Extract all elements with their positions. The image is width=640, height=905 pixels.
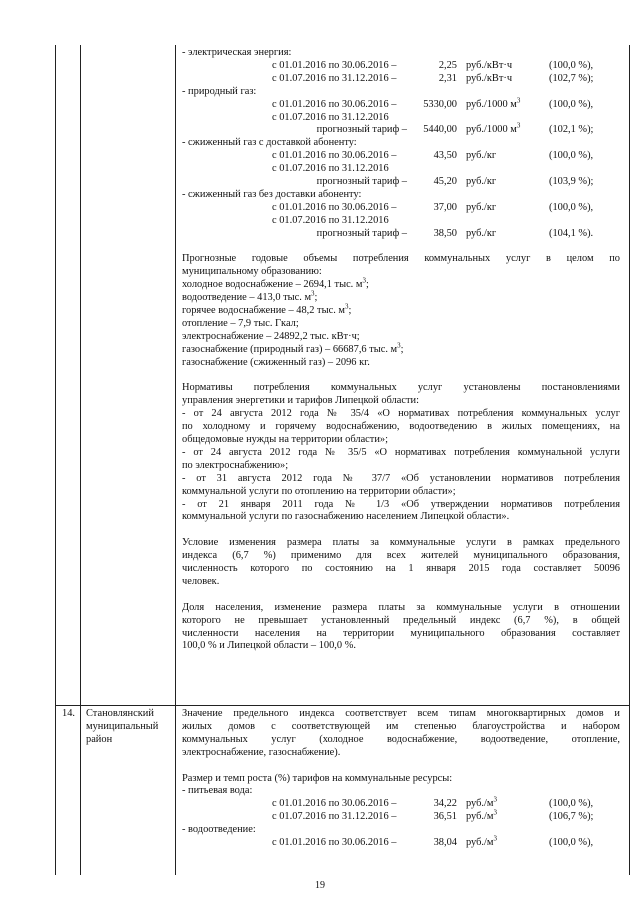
share-line — [182, 615, 620, 627]
tariff-period: с 01.01.2016 по 30.06.2016 – — [272, 837, 397, 848]
condition-line — [182, 550, 620, 562]
share-line — [182, 628, 620, 640]
norms-line — [182, 499, 620, 511]
tariff-size-heading: Размер и темп роста (%) тарифов на коммунальные ресурсы: — [182, 772, 453, 784]
share-line — [182, 602, 620, 614]
norms-line — [182, 486, 456, 498]
tariff-heading: - питьевая вода: — [182, 785, 253, 797]
tariff-percent: (103,9 %); — [549, 176, 594, 187]
tariff-row — [182, 795, 620, 810]
tariff-percent: (100,0 %), — [549, 201, 594, 213]
norms-line-text: - от 24 августа 2012 года № 35/5 «О нормативах потребления коммунальной услуги — [182, 446, 620, 458]
intro-line — [182, 747, 340, 759]
volumes-line-punct: ; — [314, 292, 318, 304]
tariff-unit — [457, 215, 546, 227]
tariff-unit-text: руб./кг — [466, 227, 497, 239]
tariff-unit — [457, 834, 546, 849]
tariff-period: с 01.01.2016 по 30.06.2016 – — [272, 98, 397, 110]
unit-exponent: 3 — [362, 276, 366, 285]
norms-line-text: управления энергетики и тарифов Липецкой области: — [182, 395, 419, 407]
tariff-percent: (100,0 %), — [549, 798, 594, 810]
tariff-value — [407, 163, 457, 175]
tariff-indent — [182, 99, 272, 111]
tariff-indent — [182, 73, 272, 85]
intro-line-text: Значение предельного индекса соответствует всем типам многоквартирных домов и — [182, 708, 620, 719]
table-border-right — [629, 45, 630, 875]
tariff-unit — [457, 202, 546, 214]
volumes-line-punct: ; — [400, 343, 404, 355]
share-line-text: которого не превышает установленный предельный индекс (6,7 %), в общей — [182, 614, 620, 626]
tariff-row — [182, 60, 620, 72]
tariff-indent — [182, 798, 272, 810]
norms-line — [182, 408, 620, 420]
tariff-row — [182, 808, 620, 823]
share-line-text: численности населения на территории муниципального образования составляет — [182, 627, 620, 639]
page-number: 19 — [315, 880, 325, 891]
district-name-line: район — [86, 733, 113, 745]
volumes-line — [182, 289, 318, 304]
tariff-unit — [457, 163, 546, 175]
tariff-row — [182, 73, 620, 85]
tariff-indent — [182, 60, 272, 72]
tariff-unit — [457, 121, 546, 136]
norms-line — [182, 395, 419, 407]
tariff-unit-exponent: 3 — [516, 96, 521, 105]
volumes-line — [182, 331, 360, 343]
tariff-unit-exponent: 3 — [493, 795, 497, 804]
tariff-heading: - сжиженный газ с доставкой абоненту: — [182, 137, 357, 149]
tariff-value: 38,04 — [433, 837, 457, 848]
norms-line-text: общедомовые нужды на территории области»; — [182, 434, 388, 445]
tariff-percent — [546, 112, 609, 124]
table-border-district — [175, 45, 176, 875]
norms-line-text: по электроснабжению»; — [182, 459, 289, 471]
intro-line — [182, 708, 620, 720]
tariff-unit — [457, 112, 546, 124]
tariff-period: с 01.01.2016 по 30.06.2016 – — [272, 201, 397, 213]
tariff-row — [182, 834, 620, 849]
tariff-period: с 01.07.2016 по 31.12.2016 — [272, 111, 389, 123]
tariff-unit — [457, 808, 546, 823]
tariff-indent — [182, 124, 272, 136]
intro-line — [182, 734, 620, 746]
unit-exponent: 3 — [397, 341, 401, 350]
tariff-indent — [182, 811, 272, 823]
tariff-unit — [457, 96, 546, 111]
tariff-unit-text: руб./м — [466, 811, 494, 823]
volumes-line — [182, 253, 620, 265]
norms-line — [182, 473, 620, 485]
tariff-period: с 01.01.2016 по 30.06.2016 – — [272, 798, 397, 810]
tariff-period: с 01.07.2016 по 31.12.2016 – — [272, 811, 397, 823]
tariff-percent: (100,0 %), — [549, 59, 594, 71]
tariff-indent — [182, 202, 272, 214]
volumes-line-text: газоснабжение (природный газ) – 66687,6 тыс. м — [182, 343, 398, 355]
tariff-unit-exponent: 3 — [493, 808, 497, 817]
norms-line — [182, 421, 620, 433]
tariff-indent — [182, 112, 272, 124]
tariff-unit-text: руб./кВт·ч — [466, 72, 513, 84]
norms-line-text: - от 21 января 2011 года № 1/3 «Об утверждении нормативов потребления — [182, 498, 620, 510]
intro-line-text: электроснабжение, газоснабжение). — [182, 746, 341, 758]
tariff-value — [407, 215, 457, 227]
condition-line-text: человек. — [182, 575, 220, 587]
tariff-indent — [182, 215, 272, 227]
norms-line-text: - от 31 августа 2012 года № 37/7 «Об установлении нормативов потребления — [182, 472, 620, 484]
intro-line-text: жилых домов с соответствующей им степенью благоустройства и набором — [182, 720, 620, 732]
tariff-unit — [457, 228, 546, 240]
tariff-unit-text: руб./1000 м — [466, 98, 517, 110]
volumes-line-text: газоснабжение (сжиженный газ) – 2096 кг. — [182, 356, 370, 368]
volumes-line-text: отопление – 7,9 тыс. Гкал; — [182, 317, 299, 329]
tariff-indent — [182, 228, 272, 240]
volumes-line — [182, 266, 322, 278]
intro-line-text: коммунальных услуг (холодное водоснабжение, водоотведение, отопление, — [182, 733, 620, 745]
volumes-line — [182, 276, 369, 291]
tariff-unit-text: руб./м — [466, 837, 494, 848]
tariff-period: с 01.07.2016 по 31.12.2016 – — [272, 72, 397, 84]
volumes-line-text: муниципальному образованию: — [182, 266, 322, 278]
tariff-unit-text: руб./м — [466, 798, 494, 810]
volumes-line-text: электроснабжение – 24892,2 тыс. кВт·ч; — [182, 330, 360, 342]
tariff-value: 5330,00 — [423, 98, 457, 110]
tariff-value — [407, 112, 457, 124]
tariff-value: 38,50 — [433, 227, 457, 239]
share-line-text: 100,0 % и Липецкой области – 100,0 %. — [182, 640, 356, 652]
tariff-heading: - электрическая энергия: — [182, 47, 292, 58]
tariff-value: 45,20 — [433, 176, 457, 187]
unit-exponent: 3 — [311, 289, 315, 298]
volumes-line-text: Прогнозные годовые объемы потребления коммунальных услуг в целом по — [182, 253, 620, 265]
tariff-value: 37,00 — [433, 201, 457, 213]
tariff-value: 34,22 — [433, 798, 457, 810]
norms-line-text: коммунальной услуги по отоплению на территории области»; — [182, 485, 456, 497]
tariff-percent: (100,0 %), — [549, 837, 594, 848]
volumes-line-text: холодное водоснабжение – 2694,1 тыс. м — [182, 279, 363, 291]
norms-line — [182, 460, 288, 472]
volumes-line — [182, 302, 352, 317]
tariff-unit — [457, 176, 546, 188]
district-name-line: муниципальный — [86, 720, 159, 732]
intro-line — [182, 721, 620, 733]
tariff-indent — [182, 150, 272, 162]
tariff-indent — [182, 163, 272, 175]
tariff-row — [182, 163, 620, 175]
row-separator — [55, 705, 630, 706]
tariff-percent: (100,0 %), — [549, 150, 594, 162]
norms-line-text: Нормативы потребления коммунальных услуг установлены постановлениями — [182, 382, 620, 394]
tariff-percent: (106,7 %); — [549, 811, 594, 823]
tariff-percent: (104,1 %). — [549, 227, 594, 239]
tariff-value: 2,31 — [438, 72, 457, 84]
tariff-percent: (102,7 %); — [549, 72, 594, 84]
norms-line — [182, 382, 620, 394]
tariff-period: прогнозный тариф – — [316, 176, 407, 187]
district-name-line: Становлянский — [86, 708, 154, 719]
tariff-unit — [457, 73, 546, 85]
norms-line — [182, 447, 620, 459]
tariff-heading: - природный газ: — [182, 85, 257, 97]
tariff-percent — [546, 163, 609, 175]
tariff-row — [182, 121, 620, 136]
table-border-num — [80, 45, 81, 875]
tariff-unit — [457, 60, 546, 72]
unit-exponent: 3 — [344, 302, 349, 311]
tariff-period: с 01.01.2016 по 30.06.2016 – — [272, 59, 397, 71]
tariff-row — [182, 96, 620, 111]
tariff-heading: - сжиженный газ без доставки абоненту: — [182, 188, 362, 200]
tariff-unit-exponent: 3 — [516, 121, 521, 130]
tariff-indent — [182, 837, 272, 849]
tariff-unit-text: руб./1000 м — [466, 124, 517, 136]
tariff-indent — [182, 176, 272, 188]
row-number: 14. — [62, 708, 75, 719]
tariff-row — [182, 176, 620, 188]
tariff-value: 2,25 — [438, 59, 457, 71]
volumes-line-text: водоотведение – 413,0 тыс. м — [182, 292, 312, 304]
tariff-unit-exponent: 3 — [493, 834, 497, 843]
tariff-unit-text: руб./кг — [466, 176, 497, 187]
tariff-period: с 01.07.2016 по 31.12.2016 — [272, 214, 389, 226]
tariff-period: прогнозный тариф – — [316, 124, 407, 136]
norms-line — [182, 511, 509, 523]
tariff-percent — [546, 215, 609, 227]
tariff-unit-text: руб./кг — [466, 201, 497, 213]
tariff-value: 36,51 — [433, 811, 457, 823]
tariff-percent: (102,1 %); — [549, 124, 594, 136]
condition-line — [182, 537, 620, 549]
norms-line-text: - от 24 августа 2012 года № 35/4 «О нормативах потребления коммунальных услуг — [182, 408, 620, 420]
tariff-row — [182, 112, 620, 124]
table-border-left — [55, 45, 56, 875]
tariff-heading: - водоотведение: — [182, 824, 256, 836]
tariff-row — [182, 215, 620, 227]
volumes-line — [182, 341, 404, 356]
volumes-line-punct: ; — [365, 279, 369, 291]
volumes-line-punct: ; — [348, 305, 352, 316]
share-line — [182, 640, 356, 652]
tariff-period: с 01.01.2016 по 30.06.2016 – — [272, 150, 397, 162]
tariff-unit — [457, 150, 546, 162]
tariff-value: 5440,00 — [423, 124, 457, 136]
tariff-row — [182, 228, 620, 240]
volumes-line — [182, 318, 299, 330]
tariff-row — [182, 150, 620, 162]
condition-line — [182, 563, 620, 575]
condition-line-text: численность которого по состоянию на 1 января 2015 года составляет 50096 — [182, 563, 620, 574]
tariff-period: прогнозный тариф – — [316, 227, 407, 239]
volumes-line-text: горячее водоснабжение – 48,2 тыс. м — [182, 305, 345, 316]
tariff-value: 43,50 — [433, 150, 457, 162]
condition-line — [182, 576, 219, 588]
condition-line-text: индекса (6,7 %) применимо для всех жителей муниципального образования, — [182, 550, 620, 562]
condition-line-text: Условие изменения размера платы за коммунальные услуги в рамках предельного — [182, 537, 620, 549]
norms-line-text: по холодному и горячему водоснабжению, водоотведению в жилых помещениях, на — [182, 421, 620, 433]
norms-line — [182, 434, 388, 446]
tariff-unit-text: руб./кВт·ч — [466, 59, 513, 71]
volumes-line — [182, 357, 370, 369]
tariff-percent: (100,0 %), — [549, 98, 594, 110]
share-line-text: Доля населения, изменение размера платы за коммунальные услуги в отношении — [182, 601, 620, 613]
norms-line-text: коммунальной услуги по газоснабжению населением Липецкой области». — [182, 511, 510, 523]
tariff-unit — [457, 795, 546, 810]
tariff-row — [182, 202, 620, 214]
tariff-period: с 01.07.2016 по 31.12.2016 — [272, 163, 389, 175]
tariff-unit-text: руб./кг — [466, 150, 497, 162]
